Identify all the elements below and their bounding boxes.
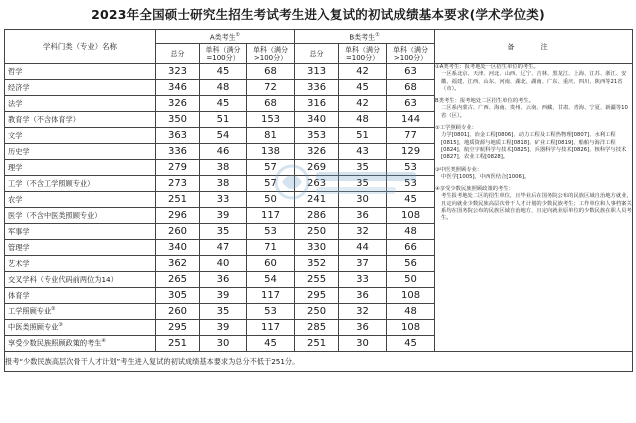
cell-b-total: 295 [295,288,339,304]
subject-name: 体育学 [5,288,156,304]
header-b-single100: 单科（满分=100分） [339,44,387,64]
cell-b-single150: 45 [387,192,435,208]
table-body [5,64,633,352]
header-a-single150: 单科（满分>100分） [247,44,295,64]
cell-a-total: 260 [156,224,200,240]
cell-b-single150: 50 [387,272,435,288]
cell-b-single100: 30 [339,192,387,208]
subject-name: 文学 [5,128,156,144]
cell-a-total: 363 [156,128,200,144]
cell-a-single150: 71 [247,240,295,256]
header-group-a: A类考生① [156,30,295,44]
cell-b-single100: 30 [339,336,387,352]
cell-b-single150: 144 [387,112,435,128]
cell-b-total: 263 [295,176,339,192]
cell-a-single100: 45 [200,64,247,80]
cell-a-single150: 117 [247,320,295,336]
cell-b-total: 340 [295,112,339,128]
subject-name: 享受少数民族照顾政策的考生④ [5,336,156,352]
cell-a-single150: 117 [247,208,295,224]
cell-b-single150: 56 [387,256,435,272]
cell-a-single150: 68 [247,96,295,112]
header-notes: 备 注 [435,30,633,64]
cell-a-single150: 54 [247,272,295,288]
cell-b-single150: 68 [387,80,435,96]
cell-b-total: 326 [295,144,339,160]
cell-b-single150: 108 [387,208,435,224]
cell-a-single150: 53 [247,304,295,320]
note-item: ④享受少数民族照顾政策的考生： 考生报考地处二区的招生单位，且毕业后在国务院公布的民族区域自治地方就业，且定向就业少数民族高层次骨干人才计划的少数民族考生；工作单位和人事档案关系均在国务院公布的民族区域自治地方，且定向就业原单位的少数民族在职人员考生。 [435,186,632,222]
cell-b-total: 352 [295,256,339,272]
cell-b-single100: 37 [339,256,387,272]
cell-a-total: 296 [156,208,200,224]
cell-a-total: 305 [156,288,200,304]
cell-b-single100: 36 [339,208,387,224]
cell-a-single100: 35 [200,304,247,320]
subject-name: 农学 [5,192,156,208]
cell-b-single100: 45 [339,80,387,96]
cell-b-single100: 35 [339,176,387,192]
cell-b-total: 269 [295,160,339,176]
cell-b-total: 286 [295,208,339,224]
cell-a-single100: 39 [200,288,247,304]
cell-a-single150: 57 [247,160,295,176]
cell-b-single150: 63 [387,64,435,80]
cell-a-single100: 39 [200,320,247,336]
cell-b-total: 313 [295,64,339,80]
cell-b-total: 255 [295,272,339,288]
cell-a-total: 350 [156,112,200,128]
cell-b-single100: 36 [339,320,387,336]
cell-b-single150: 45 [387,336,435,352]
subject-name: 工学照顾专业② [5,304,156,320]
cell-a-single150: 138 [247,144,295,160]
cell-a-single100: 40 [200,256,247,272]
cell-b-single150: 48 [387,304,435,320]
cell-b-total: 330 [295,240,339,256]
cell-b-single150: 108 [387,288,435,304]
cell-b-total: 316 [295,96,339,112]
cell-b-single100: 48 [339,112,387,128]
cell-b-single100: 35 [339,160,387,176]
cell-b-total: 250 [295,304,339,320]
note-item: ①A类考生：报考地处一区招生单位的考生。 一区系北京、天津、河北、山西、辽宁、吉林、黑龙江、上海、江苏、浙江、安徽、福建、江西、山东、河南、湖北、湖南、广东、重庆、四川、陕西等21省（市）。 [435,64,627,92]
subject-name: 医学（不含中医类照顾专业） [5,208,156,224]
header-group-b: B类考生① [295,30,435,44]
cell-a-total: 362 [156,256,200,272]
cell-b-single100: 36 [339,288,387,304]
cell-a-single150: 68 [247,64,295,80]
cell-a-single150: 117 [247,288,295,304]
header-subject: 学科门类（专业）名称 [5,30,156,64]
cell-a-single150: 81 [247,128,295,144]
cell-a-single150: 57 [247,176,295,192]
cell-a-total: 251 [156,192,200,208]
cell-b-single150: 53 [387,160,435,176]
cell-b-single150: 48 [387,224,435,240]
cell-a-total: 340 [156,240,200,256]
cell-b-single100: 51 [339,128,387,144]
subject-name: 艺术学 [5,256,156,272]
cell-b-total: 250 [295,224,339,240]
subject-name: 历史学 [5,144,156,160]
cell-a-total: 326 [156,96,200,112]
subject-name: 管理学 [5,240,156,256]
cell-a-single100: 39 [200,208,247,224]
cell-a-total: 279 [156,160,200,176]
cell-a-single100: 54 [200,128,247,144]
cell-a-total: 336 [156,144,200,160]
note-item: B类考生：报考地处二区招生单位的考生。 二区系内蒙古、广西、海南、贵州、云南、西藏、甘肃、青海、宁夏、新疆等10省（区）。 [435,98,628,119]
cell-b-total: 285 [295,320,339,336]
cell-a-total: 295 [156,320,200,336]
cell-a-total: 346 [156,80,200,96]
cell-b-single150: 63 [387,96,435,112]
cell-a-single100: 48 [200,80,247,96]
header-a-total: 总分 [156,44,200,64]
cell-b-total: 353 [295,128,339,144]
cell-a-single100: 45 [200,96,247,112]
cell-b-single150: 108 [387,320,435,336]
subject-name: 工学（不含工学照顾专业） [5,176,156,192]
cell-a-single100: 36 [200,272,247,288]
cell-a-single100: 35 [200,224,247,240]
subject-name: 法学 [5,96,156,112]
cell-b-total: 336 [295,80,339,96]
header-a-single100: 单科（满分=100分） [200,44,247,64]
subject-name: 军事学 [5,224,156,240]
cell-b-single150: 129 [387,144,435,160]
cell-a-single100: 51 [200,112,247,128]
cell-a-total: 273 [156,176,200,192]
header-b-single150: 单科（满分>100分） [387,44,435,64]
cell-a-single100: 30 [200,336,247,352]
subject-name: 教育学（不含体育学） [5,112,156,128]
subject-name: 中医类照顾专业③ [5,320,156,336]
subject-name: 交叉学科（专业代码前两位为14） [5,272,156,288]
cell-a-single100: 38 [200,160,247,176]
cell-a-total: 260 [156,304,200,320]
header-b-total: 总分 [295,44,339,64]
score-table [4,29,633,372]
cell-a-single100: 47 [200,240,247,256]
cell-b-single150: 66 [387,240,435,256]
cell-b-total: 241 [295,192,339,208]
notes-cell [435,64,633,352]
cell-b-single100: 32 [339,224,387,240]
cell-a-total: 251 [156,336,200,352]
cell-a-single150: 60 [247,256,295,272]
cell-b-single100: 43 [339,144,387,160]
note-item: ③中医类照顾专业： 中医学[1005]、中西医结合[1006]。 [435,166,530,180]
cell-a-single100: 38 [200,176,247,192]
cell-a-single150: 45 [247,336,295,352]
cell-b-single100: 42 [339,64,387,80]
note-item: ②工学照顾专业： 力学[0801]、冶金工程[0806]、动力工程及工程热物理[0807]、水利工程[0815]、地质资源与地质工程[0818]、矿业工程[0819]、船舶与海洋工程[0824]、航空宇航科学与技术[0825]、兵器科学与技术[0826]、核科学与技术[0827]、农业工程[0828]。 [435,125,627,161]
subject-name: 理学 [5,160,156,176]
cell-a-single150: 153 [247,112,295,128]
subject-name: 经济学 [5,80,156,96]
footer-note: 报考“少数民族高层次骨干人才计划”考生进入复试的初试成绩基本要求为总分不低于251分。 [5,352,633,372]
cell-b-single150: 53 [387,176,435,192]
cell-b-single100: 44 [339,240,387,256]
cell-a-single100: 46 [200,144,247,160]
cell-a-total: 323 [156,64,200,80]
cell-b-single100: 42 [339,96,387,112]
table-row [5,64,633,80]
cell-a-single100: 33 [200,192,247,208]
cell-b-single100: 32 [339,304,387,320]
subject-name: 哲学 [5,64,156,80]
cell-a-total: 265 [156,272,200,288]
cell-a-single150: 72 [247,80,295,96]
cell-b-single100: 33 [339,272,387,288]
cell-b-total: 251 [295,336,339,352]
cell-a-single150: 53 [247,224,295,240]
document-title: 2023年全国硕士研究生招生考试考生进入复试的初试成绩基本要求(学术学位类) [91,7,545,22]
cell-b-single150: 77 [387,128,435,144]
cell-a-single150: 50 [247,192,295,208]
